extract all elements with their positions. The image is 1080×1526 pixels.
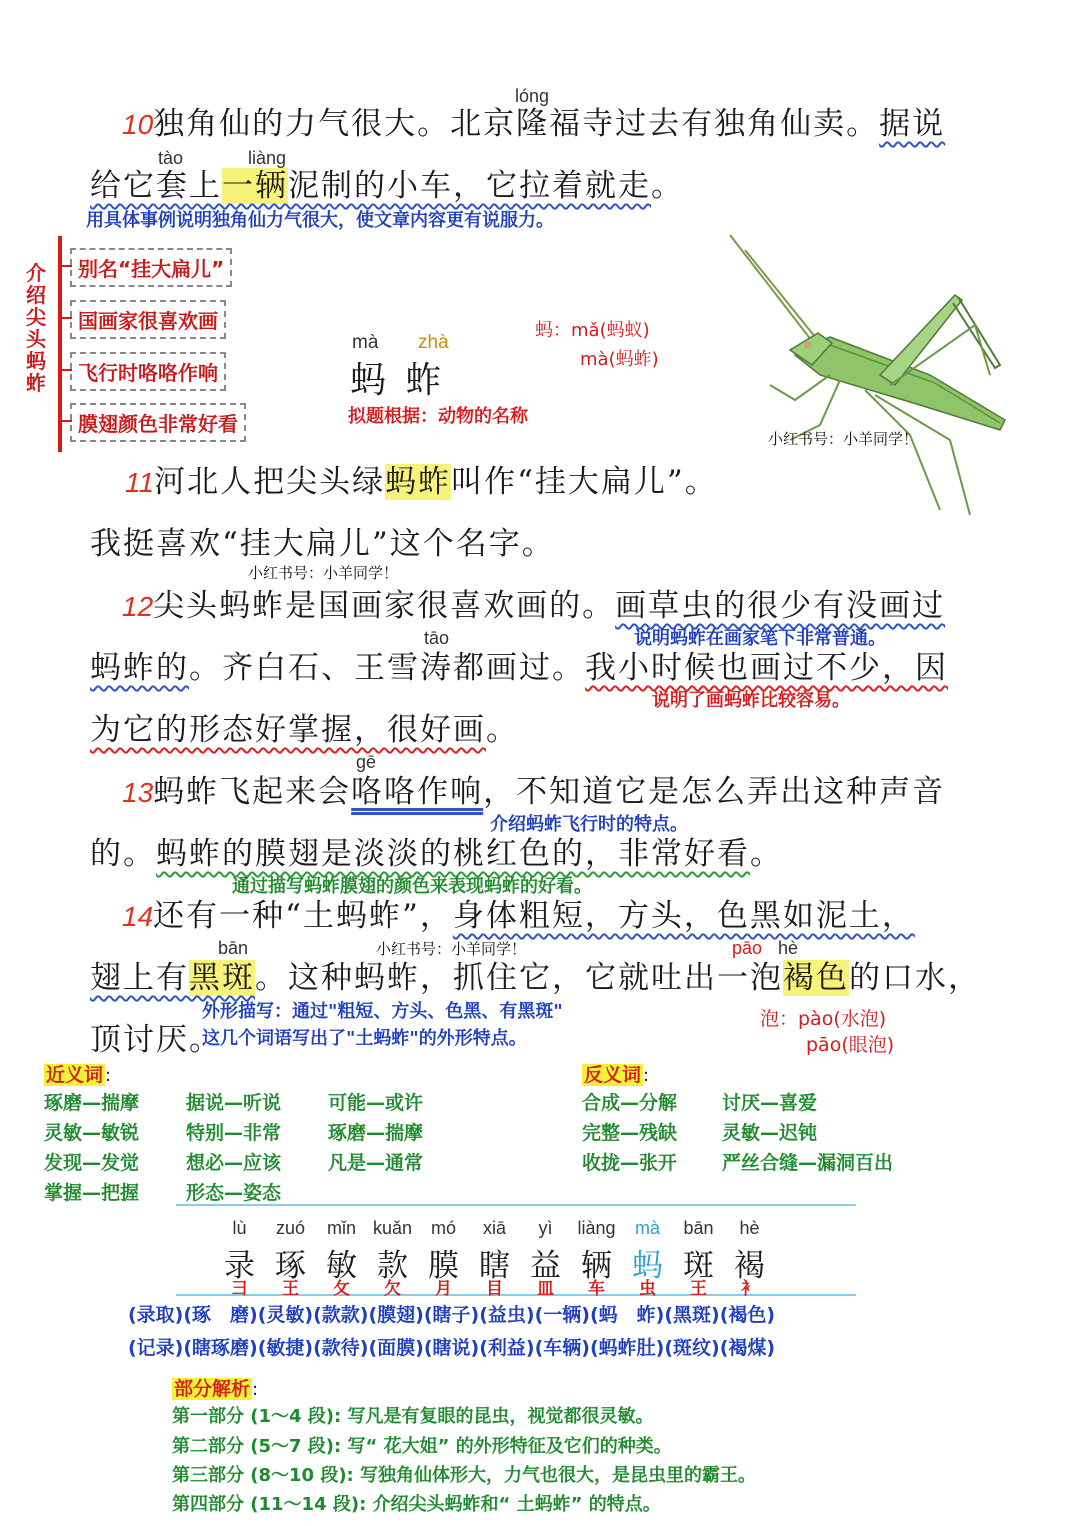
new-char: 款 [377,1248,408,1284]
char-word: (车辆) [534,1337,590,1359]
synonym-pair: 琢磨—揣摩 [44,1092,140,1114]
pinyin-zha: zhà [418,332,449,353]
char-pinyin-row [214,1218,775,1239]
title-basis-note: 拟题根据：动物的名称 [348,406,528,427]
char-radical: 欠 [384,1279,401,1299]
char-word: (黑斑) [664,1304,720,1326]
antonyms-label: 反义词 : [584,1064,650,1086]
synonyms-label: 近义词 : [46,1064,112,1086]
new-char: 瞎 [479,1248,510,1284]
paragraph-11-line2: 我挺喜欢“挂大扁儿”这个名字。 [90,526,555,562]
char-radical: 王 [282,1279,299,1299]
char-pinyin: liàng [577,1218,616,1238]
synonyms-col-1 [44,1088,139,1208]
sidebar-item-painting: 国画家很喜欢画 [70,300,226,339]
synonym-pair: 想必—应该 [186,1152,282,1174]
paragraph-13-line2: 的。蚂蚱的膜翅是淡淡的桃红色的，非常好看。 [90,836,783,872]
new-char: 膜 [428,1248,459,1284]
char-radical: 车 [588,1279,605,1299]
char-radical: 目 [486,1279,503,1299]
annotation-p13-1: 介绍蚂蚱飞行时的特点。 [490,814,688,835]
polyphone-pao-2: pāo(眼泡) [806,1034,895,1056]
polyphone-ma-1: 蚂：mǎ(蚂蚁) [535,320,650,341]
analysis-part-1: 第一部分 (1～4 段): 写凡是有复眼的昆虫，视觉都很灵敏。 [172,1406,654,1427]
new-char: 辆 [581,1248,612,1284]
char-radical: 月 [435,1279,452,1299]
char-radical: 虫 [639,1279,656,1299]
analysis-part-4: 第四部分 (11～14 段): 介绍尖头蚂蚱和“ 土蚂蚱” 的特点。 [172,1494,661,1515]
char-pinyin: mó [430,1218,456,1238]
char-word: (蚂 蚱) [590,1304,665,1326]
synonym-pair: 据说—听说 [186,1092,282,1114]
polyphone-pao-1: 泡：pào(水泡) [760,1008,887,1030]
paragraph-10-line1: 10独角仙的力气很大。北京隆福寺过去有独角仙卖。据说 [122,106,946,142]
antonyms-col-1 [582,1088,677,1178]
words-row-1 [128,1300,775,1327]
char-word: (瞎说) [423,1337,480,1359]
char-word: (斑纹) [664,1337,720,1359]
char-word: (蚂蚱肚) [590,1337,665,1359]
pinyin-ban: bān [218,938,249,958]
paragraph-11-line1: 11河北人把尖头绿蚂蚱叫作“挂大扁儿”。 [125,464,718,500]
new-char: 斑 [683,1248,714,1284]
char-word: (记录) [128,1337,184,1359]
antonym-pair: 严丝合缝—漏洞百出 [722,1152,894,1174]
new-char: 琢 [275,1248,306,1284]
synonym-pair: 特别—非常 [186,1122,282,1144]
new-char: 敏 [326,1248,357,1284]
watermark: 小红书号：小羊同学！ [768,430,919,448]
char-radical: 皿 [537,1279,554,1299]
char-pinyin: zuó [275,1218,306,1238]
synonym-pair: 灵敏—敏锐 [44,1122,140,1144]
antonym-pair: 收拢—张开 [582,1152,678,1174]
synonym-pair: 琢磨—揣摩 [328,1122,424,1144]
antonym-pair: 讨厌—喜爱 [722,1092,818,1114]
char-radical: 彐 [231,1279,248,1299]
char-word: (瞎子) [423,1304,480,1326]
synonyms-col-3 [328,1088,423,1178]
paragraph-14-line3: 顶讨厌。 [90,1022,222,1058]
char-word: (录取) [128,1304,184,1326]
watermark: 小红书号：小羊同学！ [248,564,399,582]
char-pinyin: bān [683,1218,714,1238]
paragraph-13-line1: 13蚂蚱飞起来会咯咯作响，不知道它是怎么弄出这种声音 [122,774,946,810]
synonym-pair: 凡是—通常 [328,1152,424,1174]
synonym-pair: 掌握—把握 [44,1182,140,1204]
sidebar-item-flying: 飞行时咯咯作响 [70,352,226,391]
paragraph-10-line2: 给它套上一辆泥制的小车，它拉着就走。 [90,168,684,204]
char-word: (面膜) [368,1337,424,1359]
paragraph-14-line1: 14还有一种“土蚂蚱”，身体粗短，方头，色黑如泥土， [122,898,915,934]
char-word: (益虫) [479,1304,535,1326]
new-char: 益 [530,1248,561,1284]
char-word: (琢 磨) [183,1304,258,1326]
char-word: (瞎琢磨) [183,1337,258,1359]
radical-row [214,1274,775,1299]
char-word: (利益) [479,1337,535,1359]
char-pinyin: mǐn [326,1218,356,1238]
analysis-label: 部分解析 : [174,1378,259,1400]
paragraph-14-line2: 翅上有黑斑。这种蚂蚱，抓住它，它就吐出一泡褐色的口水， [90,960,981,996]
char-word: (款款) [313,1304,369,1326]
annotation-p12-2: 说明了画蚂蚱比较容易。 [652,690,850,711]
new-char: 褐 [734,1248,765,1284]
synonyms-col-2 [186,1088,281,1208]
annotation-p12-1: 说明蚂蚱在画家笔下非常普通。 [634,628,886,649]
watermark: 小红书号：小羊同学！ [376,940,527,958]
synonym-pair: 形态—姿态 [186,1182,282,1204]
antonym-pair: 合成—分解 [582,1092,678,1114]
char-word: (一辆) [534,1304,590,1326]
char-word: (灵敏) [257,1304,314,1326]
antonyms-col-2 [722,1088,893,1178]
char-word: (褐色) [719,1304,776,1326]
words-row-2 [128,1333,775,1360]
pinyin-he: hè [778,938,799,958]
pinyin-liang: liàng [248,148,287,168]
grasshopper-illustration [700,225,1020,515]
analysis-part-2: 第二部分 (5～7 段): 写“ 花大姐” 的外形特征及它们的种类。 [172,1436,672,1457]
synonym-pair: 发现—发觉 [44,1152,140,1174]
synonym-pair: 可能—或许 [328,1092,424,1114]
char-pinyin: xiā [482,1218,506,1238]
char-word: (敏捷) [257,1337,314,1359]
new-char: 蚂 [632,1248,663,1284]
char-radical: 衤 [741,1279,758,1299]
annotation-p14-2: 这几个词语写出了"土蚂蚱"的外形特点。 [202,1028,527,1049]
char-word: (褐煤) [719,1337,776,1359]
divider-top [176,1204,856,1206]
polyphone-ma-2: mà(蚂蚱) [580,349,659,370]
paragraph-number: 10 [122,109,154,140]
analysis-part-3: 第三部分 (8～10 段): 写独角仙体形大，力气也很大，是昆虫里的霸王。 [172,1465,757,1486]
char-word: (款待) [313,1337,369,1359]
char-pinyin: kuǎn [372,1218,413,1238]
annotation-p10: 用具体事例说明独角仙力气很大，使文章内容更有说服力。 [86,210,554,231]
antonym-pair: 灵敏—迟钝 [722,1122,818,1144]
annotation-p13-2: 通过描写蚂蚱膜翅的颜色来表现蚂蚱的好看。 [232,876,592,897]
antonym-pair: 完整—残缺 [582,1122,678,1144]
char-pinyin: lù [232,1218,247,1238]
pinyin-pao: pāo [732,938,763,958]
paragraph-12-line2: 蚂蚱的。齐白石、王雪涛都画过。我小时候也画过不少，因 [90,650,948,686]
pinyin-tao: tào [158,148,184,168]
pinyin-ma: mà [352,332,379,353]
char-radical: 王 [690,1279,707,1299]
paragraph-12-line3: 为它的形态好掌握，很好画。 [90,712,519,748]
char-pinyin: yì [538,1218,553,1238]
pinyin-ge: gē [356,752,377,772]
paragraph-12-line1: 12尖头蚂蚱是国画家很喜欢画的。画草虫的很少有没画过 [122,588,946,624]
pinyin-long: lóng [515,86,550,106]
char-radical: 攵 [333,1279,350,1299]
char-word: (膜翅) [368,1304,424,1326]
sidebar-item-nickname: 别名“挂大扁儿” [70,248,232,287]
page-title: 蚂 蚱 [350,360,446,401]
char-pinyin: hè [739,1218,760,1238]
annotation-p14-1: 外形描写：通过"粗短、方头、色黑、有黑斑" [202,1001,563,1022]
char-pinyin: mà [634,1218,660,1238]
new-char: 录 [224,1248,255,1284]
sidebar-title: 介绍尖头蚂蚱 [26,261,46,395]
sidebar-item-wings: 膜翅颜色非常好看 [70,403,246,442]
pinyin-tao-2: tāo [424,628,450,648]
